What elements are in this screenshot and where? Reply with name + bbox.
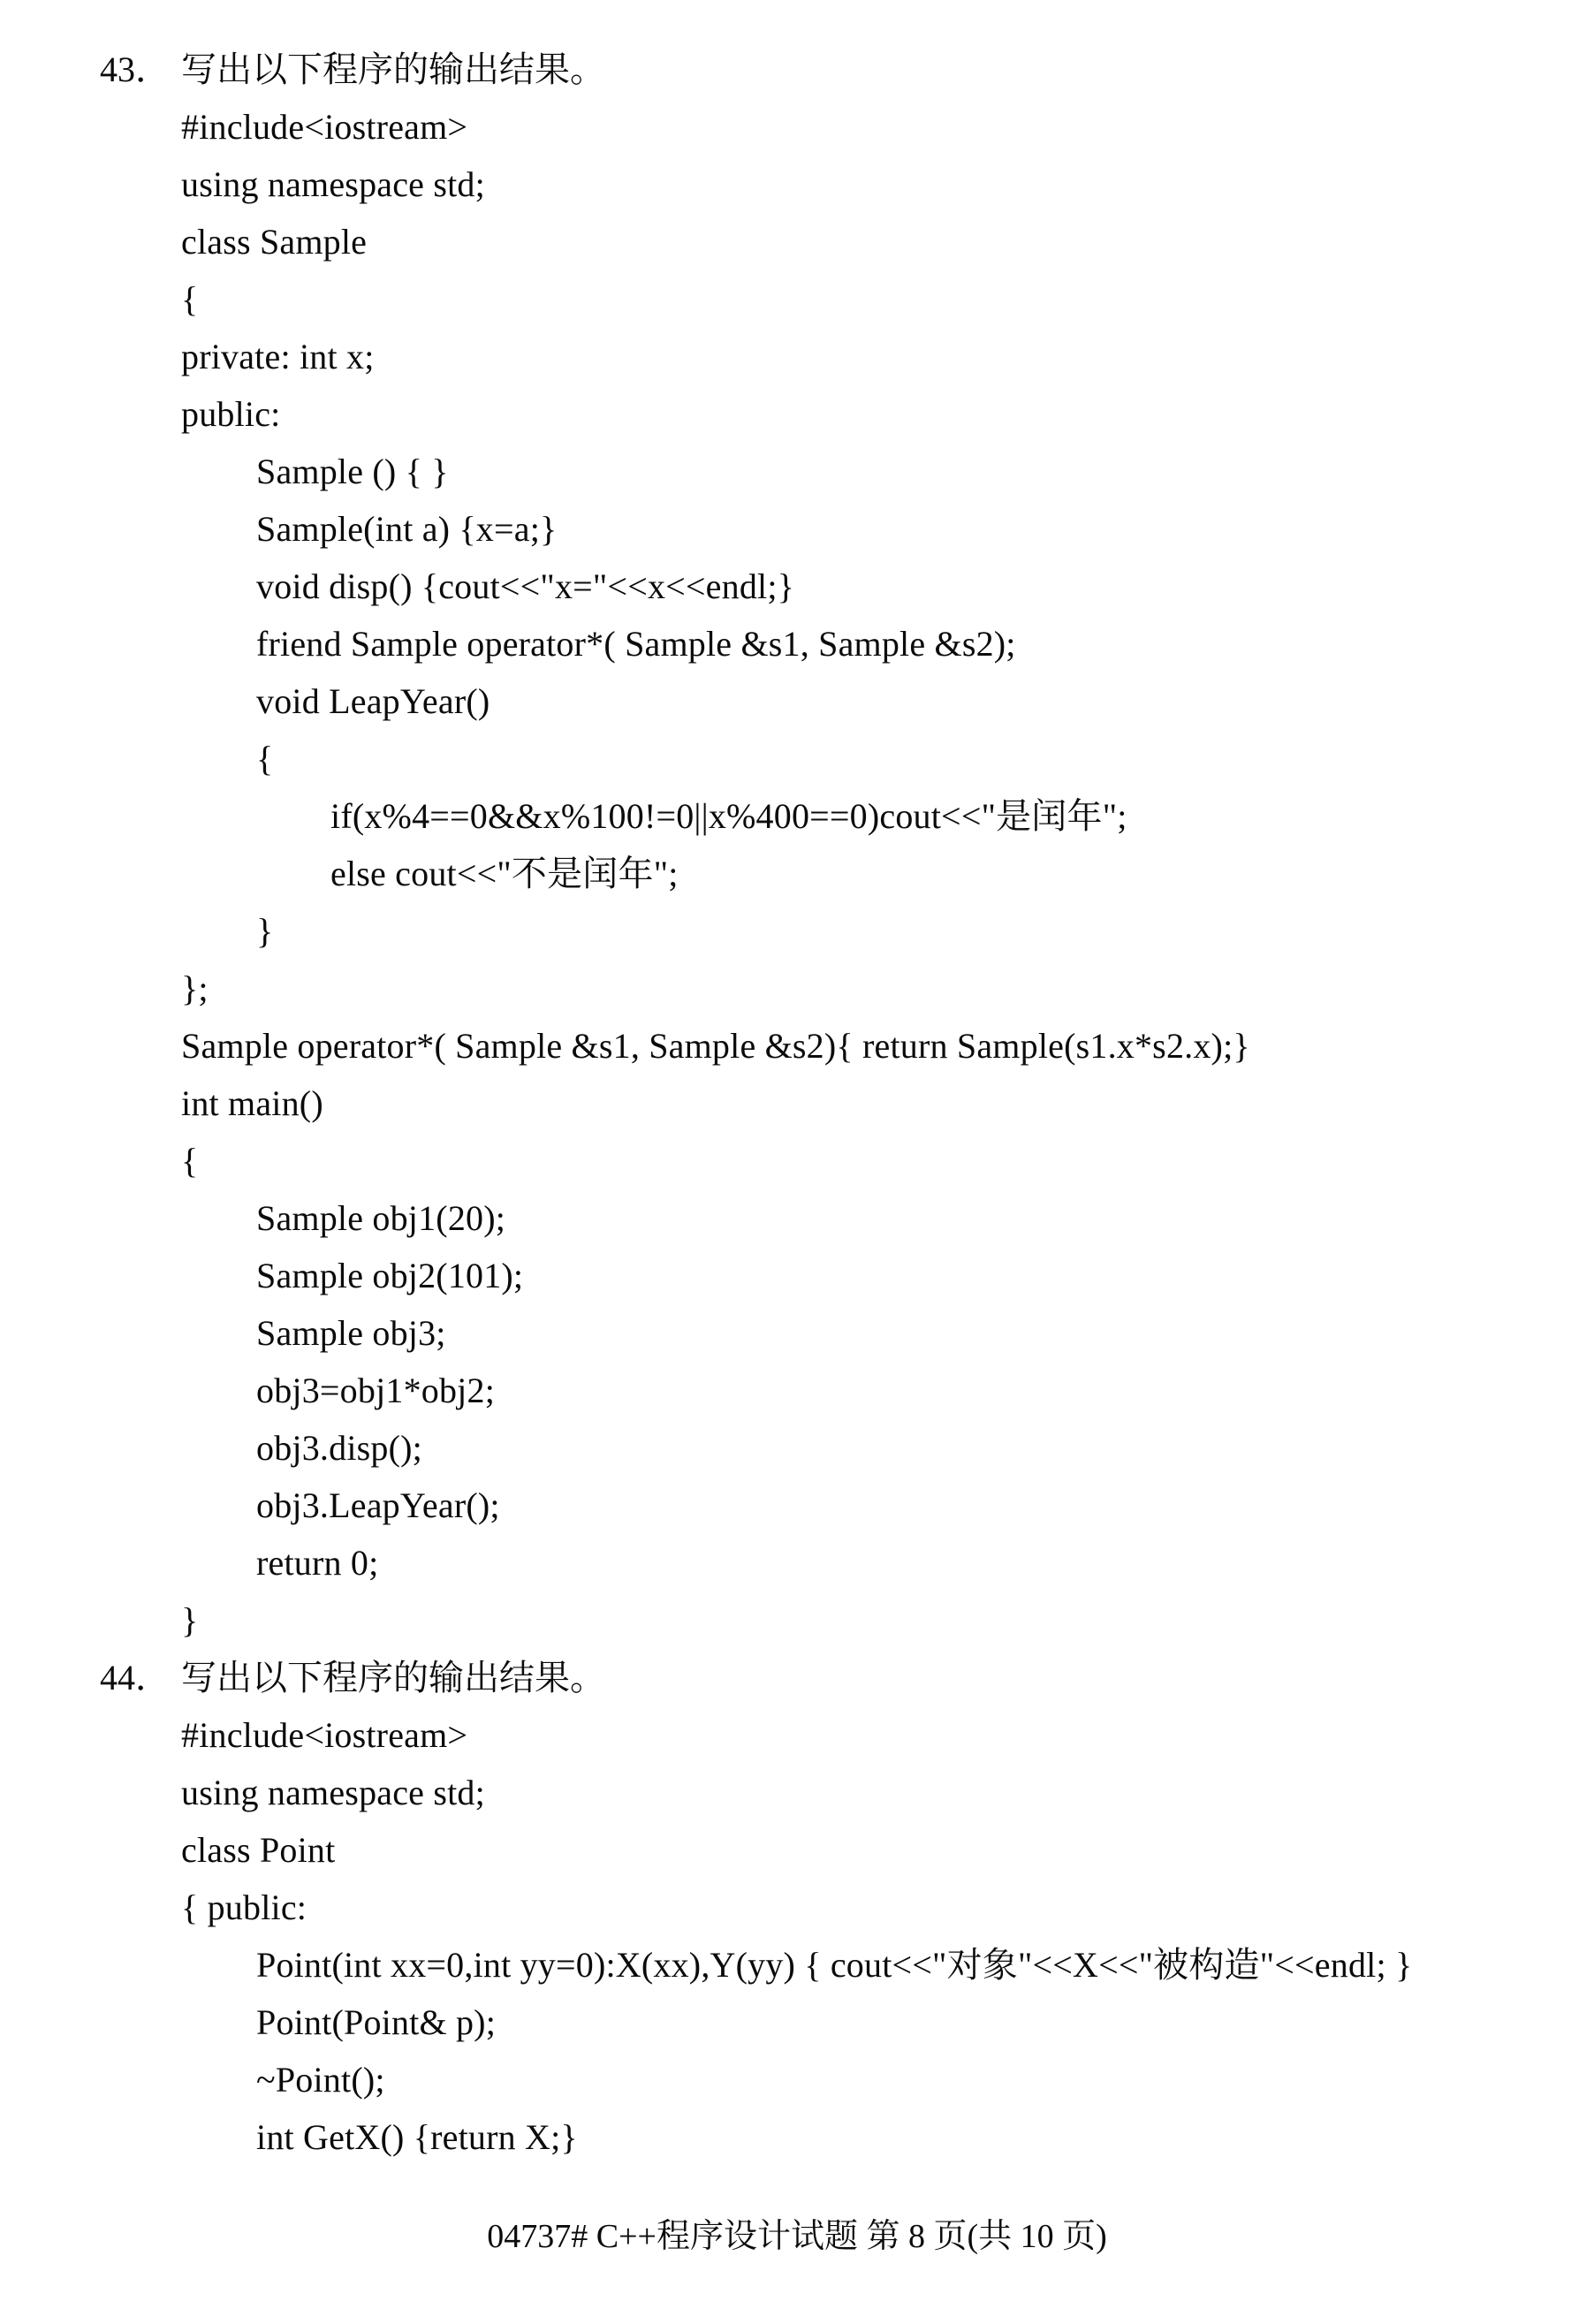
code-line: #include<iostream> [181, 107, 468, 147]
code-line: void disp() {cout<<"x="<<x<<endl;} [256, 566, 795, 606]
code-line: using namespace std; [181, 164, 485, 204]
question-heading [0, 41, 1594, 98]
code-line: Sample obj1(20); [256, 1198, 506, 1238]
code-line: using namespace std; [181, 1773, 485, 1812]
code-line: obj3.disp(); [256, 1428, 422, 1468]
code-listing-43 [0, 98, 1594, 1649]
code-line: #include<iostream> [181, 1715, 468, 1755]
code-line: { public: [181, 1887, 307, 1927]
code-line: } [181, 1600, 199, 1640]
code-line: Sample operator*( Sample &s1, Sample &s2){ return Sample(s1.x*s2.x);} [181, 1026, 1250, 1066]
question-heading [0, 1649, 1594, 1706]
question-43 [0, 41, 1594, 1649]
question-number: 44． [100, 1658, 171, 1697]
code-line: public: [181, 394, 281, 434]
code-line: if(x%4==0&&x%100!=0||x%400==0)cout<<"是闰年"; [330, 796, 1127, 836]
code-line: { [181, 279, 199, 319]
code-line: Sample obj2(101); [256, 1256, 524, 1295]
code-line: obj3=obj1*obj2; [256, 1371, 496, 1410]
code-line: int main() [181, 1083, 323, 1123]
code-line: int GetX() {return X;} [256, 2117, 578, 2157]
code-line: Sample obj3; [256, 1313, 446, 1353]
code-line: Point(int xx=0,int yy=0):X(xx),Y(yy) { cout<<"对象"<<X<<"被构造"<<endl; } [256, 1945, 1413, 1985]
code-line: }; [181, 968, 209, 1008]
question-44 [0, 1649, 1594, 2166]
code-line: } [256, 911, 274, 951]
code-line: Sample () { } [256, 452, 449, 491]
page-footer: 04737# C++程序设计试题 第 8 页(共 10 页) [487, 2218, 1107, 2255]
code-line: Sample(int a) {x=a;} [256, 509, 558, 549]
code-listing-44 [0, 1706, 1594, 2166]
code-line: class Sample [181, 222, 368, 262]
question-prompt: 写出以下程序的输出结果。 [181, 49, 605, 89]
code-line: friend Sample operator*( Sample &s1, Sample &s2); [256, 624, 1016, 664]
code-line: Point(Point& p); [256, 2002, 497, 2042]
code-line: else cout<<"不是闰年"; [330, 854, 679, 893]
code-line: { [256, 739, 274, 778]
code-line: class Point [181, 1830, 336, 1870]
code-line: void LeapYear() [256, 681, 490, 721]
code-line: { [181, 1141, 199, 1181]
question-number: 43． [100, 49, 171, 89]
code-line: private: int x; [181, 337, 375, 376]
code-line: return 0; [256, 1543, 379, 1583]
code-line: obj3.LeapYear(); [256, 1485, 500, 1525]
question-prompt: 写出以下程序的输出结果。 [181, 1658, 605, 1697]
code-line: ~Point(); [256, 2060, 385, 2100]
